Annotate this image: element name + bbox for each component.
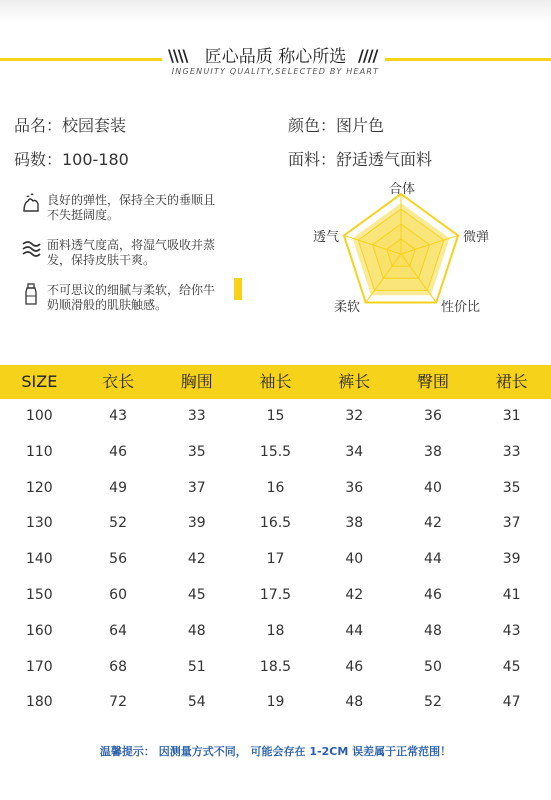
measurement-note: 温馨提示： 因测量方式不同， 可能会存在 1-2CM 误差属于正常范围！ bbox=[99, 745, 452, 758]
table-cell: 44 bbox=[424, 551, 442, 568]
table-cell: 100 bbox=[25, 408, 53, 424]
table-header-cell: 衣长 bbox=[102, 372, 135, 391]
table-cell: 19 bbox=[266, 694, 285, 711]
size-table-body bbox=[0, 399, 551, 721]
radar-value-area bbox=[352, 203, 449, 295]
table-cell: 17.5 bbox=[259, 586, 292, 603]
table-cell: 16.5 bbox=[259, 515, 292, 532]
table-cell: 46 bbox=[109, 443, 127, 460]
table-cell: 54 bbox=[187, 694, 206, 711]
table-cell: 41 bbox=[502, 586, 521, 603]
radar-label-value: 性价比 bbox=[441, 300, 481, 315]
table-cell: 45 bbox=[502, 658, 521, 675]
table-cell: 45 bbox=[187, 586, 206, 603]
table-cell: 40 bbox=[345, 551, 364, 568]
table-cell: 38 bbox=[345, 515, 364, 532]
table-cell: 42 bbox=[187, 551, 206, 568]
feature-breathable bbox=[20, 238, 225, 268]
bottle-icon bbox=[20, 283, 42, 305]
header-slashes-left: \\\\ bbox=[168, 46, 188, 65]
decorative-tag bbox=[234, 278, 242, 300]
table-cell: 32 bbox=[345, 408, 364, 424]
feature-soft-text: 不可思议的细腻与柔软，给你牛奶顺滑般的肌肤触感。 bbox=[47, 283, 216, 312]
page-title: 匠心品质 称心所选 bbox=[204, 47, 347, 67]
table-cell: 51 bbox=[187, 658, 206, 675]
table-header-cell: 裤长 bbox=[338, 372, 371, 391]
table-cell: 46 bbox=[345, 658, 364, 675]
table-cell: 160 bbox=[25, 622, 53, 639]
radar-label-soft: 柔软 bbox=[334, 300, 361, 315]
table-cell: 42 bbox=[424, 515, 442, 532]
table-cell: 31 bbox=[502, 408, 521, 424]
table-cell: 60 bbox=[109, 586, 127, 603]
table-cell: 36 bbox=[424, 408, 442, 424]
table-cell: 110 bbox=[25, 443, 53, 460]
table-cell: 56 bbox=[109, 551, 127, 568]
table-cell: 52 bbox=[109, 515, 127, 532]
table-cell: 37 bbox=[502, 515, 521, 532]
table-cell: 34 bbox=[345, 443, 364, 460]
table-row bbox=[0, 506, 551, 542]
table-cell: 38 bbox=[424, 443, 442, 460]
table-cell: 35 bbox=[187, 443, 206, 460]
table-header-cell: 臀围 bbox=[416, 372, 449, 391]
elastic-icon bbox=[20, 193, 42, 215]
table-cell: 130 bbox=[25, 515, 53, 532]
table-cell: 180 bbox=[25, 694, 53, 711]
radar-label-stretch: 微弹 bbox=[463, 230, 490, 245]
table-cell: 42 bbox=[345, 586, 364, 603]
table-header-cell: SIZE bbox=[21, 372, 58, 391]
table-cell: 16 bbox=[266, 479, 285, 496]
table-row bbox=[0, 471, 551, 507]
table-cell: 36 bbox=[345, 479, 364, 496]
radar-label-breathable: 透气 bbox=[313, 230, 340, 245]
table-cell: 48 bbox=[187, 622, 206, 639]
table-cell: 15 bbox=[266, 408, 285, 424]
feature-breathable-text: 面料透气度高，将湿气吸收并蒸发，保持皮肤干爽。 bbox=[47, 238, 216, 267]
page-subtitle: INGENUITY QUALITY,SELECTED BY HEART bbox=[171, 67, 380, 76]
table-row bbox=[0, 435, 551, 471]
table-cell: 52 bbox=[424, 694, 442, 711]
feature-soft bbox=[20, 283, 225, 313]
header-slashes-right: //// bbox=[358, 46, 378, 65]
table-cell: 140 bbox=[25, 551, 53, 568]
table-cell: 43 bbox=[109, 408, 127, 424]
table-row bbox=[0, 685, 551, 721]
table-header-cell: 袖长 bbox=[259, 372, 292, 391]
table-cell: 68 bbox=[109, 658, 127, 675]
table-row bbox=[0, 650, 551, 686]
table-row bbox=[0, 399, 551, 435]
table-cell: 39 bbox=[187, 515, 206, 532]
table-cell: 50 bbox=[424, 658, 442, 675]
table-cell: 35 bbox=[502, 479, 521, 496]
table-cell: 64 bbox=[109, 622, 127, 639]
table-header-cell: 胸围 bbox=[180, 372, 213, 391]
table-cell: 170 bbox=[25, 658, 53, 675]
table-header-cell: 裙长 bbox=[495, 372, 528, 391]
table-row bbox=[0, 578, 551, 614]
top-shadow bbox=[0, 0, 551, 22]
breathable-icon bbox=[20, 238, 42, 260]
table-cell: 17 bbox=[266, 551, 285, 568]
table-cell: 37 bbox=[187, 479, 206, 496]
table-row bbox=[0, 542, 551, 578]
table-cell: 120 bbox=[25, 479, 53, 496]
product-fabric: 面料：舒适透气面料 bbox=[288, 150, 433, 169]
table-row bbox=[0, 614, 551, 650]
table-cell: 47 bbox=[502, 694, 521, 711]
table-cell: 15.5 bbox=[259, 443, 292, 460]
table-cell: 150 bbox=[25, 586, 53, 603]
table-cell: 33 bbox=[502, 443, 521, 460]
table-cell: 48 bbox=[345, 694, 364, 711]
table-cell: 18 bbox=[266, 622, 285, 639]
size-table-header bbox=[0, 365, 551, 399]
table-cell: 43 bbox=[502, 622, 521, 639]
table-cell: 46 bbox=[424, 586, 442, 603]
table-cell: 39 bbox=[502, 551, 521, 568]
product-name: 品名：校园套装 bbox=[14, 116, 127, 135]
feature-elastic-text: 良好的弹性，保持全天的垂顺且不失挺阔度。 bbox=[47, 193, 216, 222]
radar-label-fit: 合体 bbox=[389, 182, 416, 197]
table-cell: 40 bbox=[424, 479, 442, 496]
feature-elastic bbox=[20, 193, 225, 223]
table-cell: 48 bbox=[424, 622, 442, 639]
product-color: 颜色：图片色 bbox=[288, 116, 385, 135]
table-cell: 18.5 bbox=[259, 658, 292, 675]
table-cell: 72 bbox=[109, 694, 127, 711]
product-sizes: 码数：100-180 bbox=[14, 150, 129, 169]
table-cell: 49 bbox=[109, 479, 127, 496]
table-cell: 33 bbox=[187, 408, 206, 424]
table-cell: 44 bbox=[345, 622, 364, 639]
